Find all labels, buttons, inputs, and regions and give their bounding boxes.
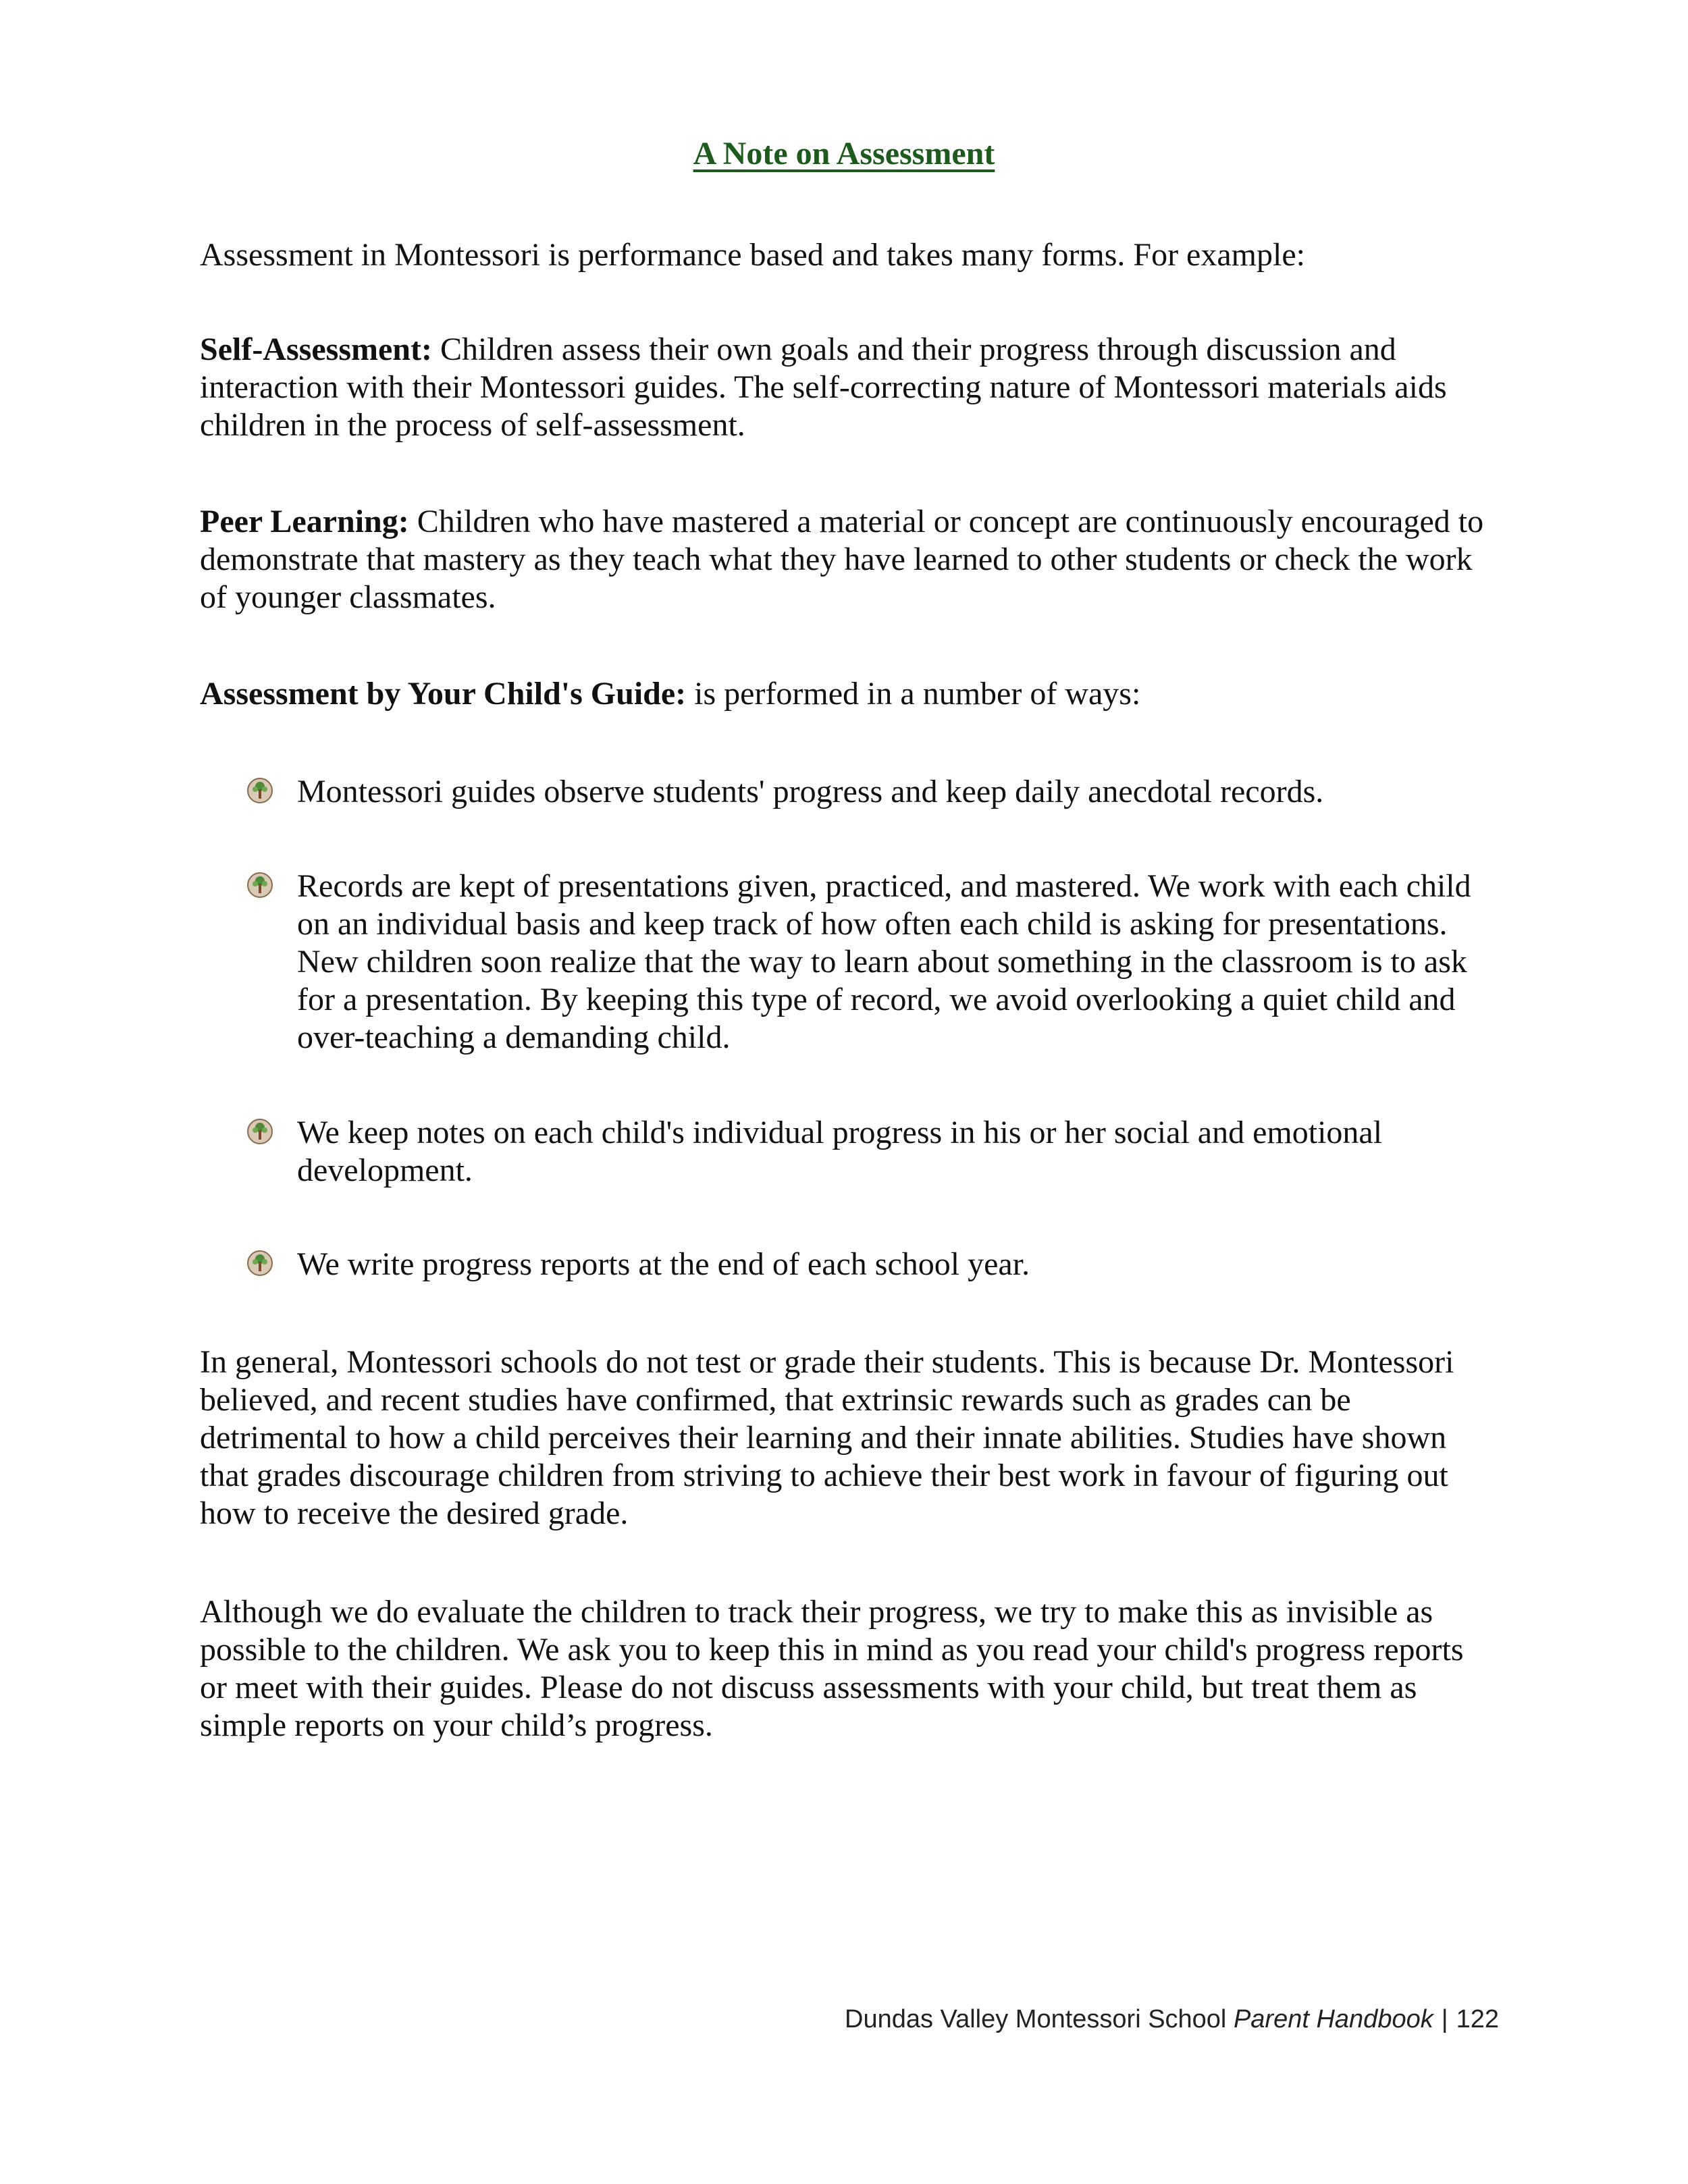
bullet-text: We write progress reports at the end of each school year. [297, 1246, 1030, 1282]
tree-logo-icon [246, 777, 273, 804]
peer-learning-paragraph [200, 503, 1496, 616]
closing-paragraph: Although we do evaluate the children to track their progress, we try to make this as invisible as possible to the children. We ask you to keep this in mind as you read your child's progress reports or meet with their guides. Please do not discuss assessments with your child, but treat them as simple reports on your child’s progress. [200, 1594, 1464, 1743]
list-item [246, 773, 1496, 811]
footer-handbook: Parent Handbook [1233, 2005, 1433, 2033]
self-assessment-paragraph [200, 331, 1496, 444]
tree-logo-icon [246, 872, 273, 899]
footer-separator: | [1441, 2005, 1448, 2033]
peer-learning-label: Peer Learning: [200, 504, 409, 539]
intro-paragraph: Assessment in Montessori is performance based and takes many forms. For example: [200, 237, 1305, 273]
tree-logo-icon [246, 1250, 273, 1277]
guide-assessment-text: is performed in a number of ways: [686, 676, 1141, 712]
page-footer [845, 2005, 1499, 2034]
list-item [246, 868, 1496, 1057]
footer-school: Dundas Valley Montessori School [845, 2005, 1227, 2033]
self-assessment-text: Children assess their own goals and their progress through discussion and interaction with their Montessori guides. The self-correcting nature of Montessori materials aids children in the process of self-assessment. [200, 331, 1447, 443]
general-paragraph: In general, Montessori schools do not test or grade their students. This is because Dr. Montessori believed, and recent studies have confirmed, that extrinsic rewards such as grades can be detrimental to how a child perceives their learning and their innate abilities. Studies have shown that grades discourage children from striving to achieve their best work in favour of figuring out how to receive the desired grade. [200, 1344, 1454, 1531]
list-item [246, 1246, 1496, 1283]
peer-learning-text: Children who have mastered a material or concept are continuously encouraged to demonstrate that mastery as they teach what they have learned to other students or check the work of younger classmates. [200, 504, 1484, 615]
list-item [246, 1114, 1496, 1190]
bullet-text: We keep notes on each child's individual progress in his or her social and emotional development. [297, 1115, 1383, 1188]
tree-logo-icon [246, 1118, 273, 1145]
bullet-text: Montessori guides observe students' progress and keep daily anecdotal records. [297, 774, 1324, 809]
guide-assessment-paragraph [200, 675, 1496, 713]
guide-assessment-label: Assessment by Your Child's Guide: [200, 676, 687, 712]
bullet-text: Records are kept of presentations given, practiced, and mastered. We work with each child on an individual basis and keep track of how often each child is asking for presentations. New children soon realize that the way to learn about something in the classroom is to ask for a presentation. By keeping this type of record, we avoid overlooking a quiet child and over-teaching a demanding child. [297, 868, 1471, 1055]
page-title: A Note on Assessment [693, 136, 995, 171]
page-number: 122 [1456, 2005, 1499, 2033]
self-assessment-label: Self-Assessment: [200, 331, 432, 367]
